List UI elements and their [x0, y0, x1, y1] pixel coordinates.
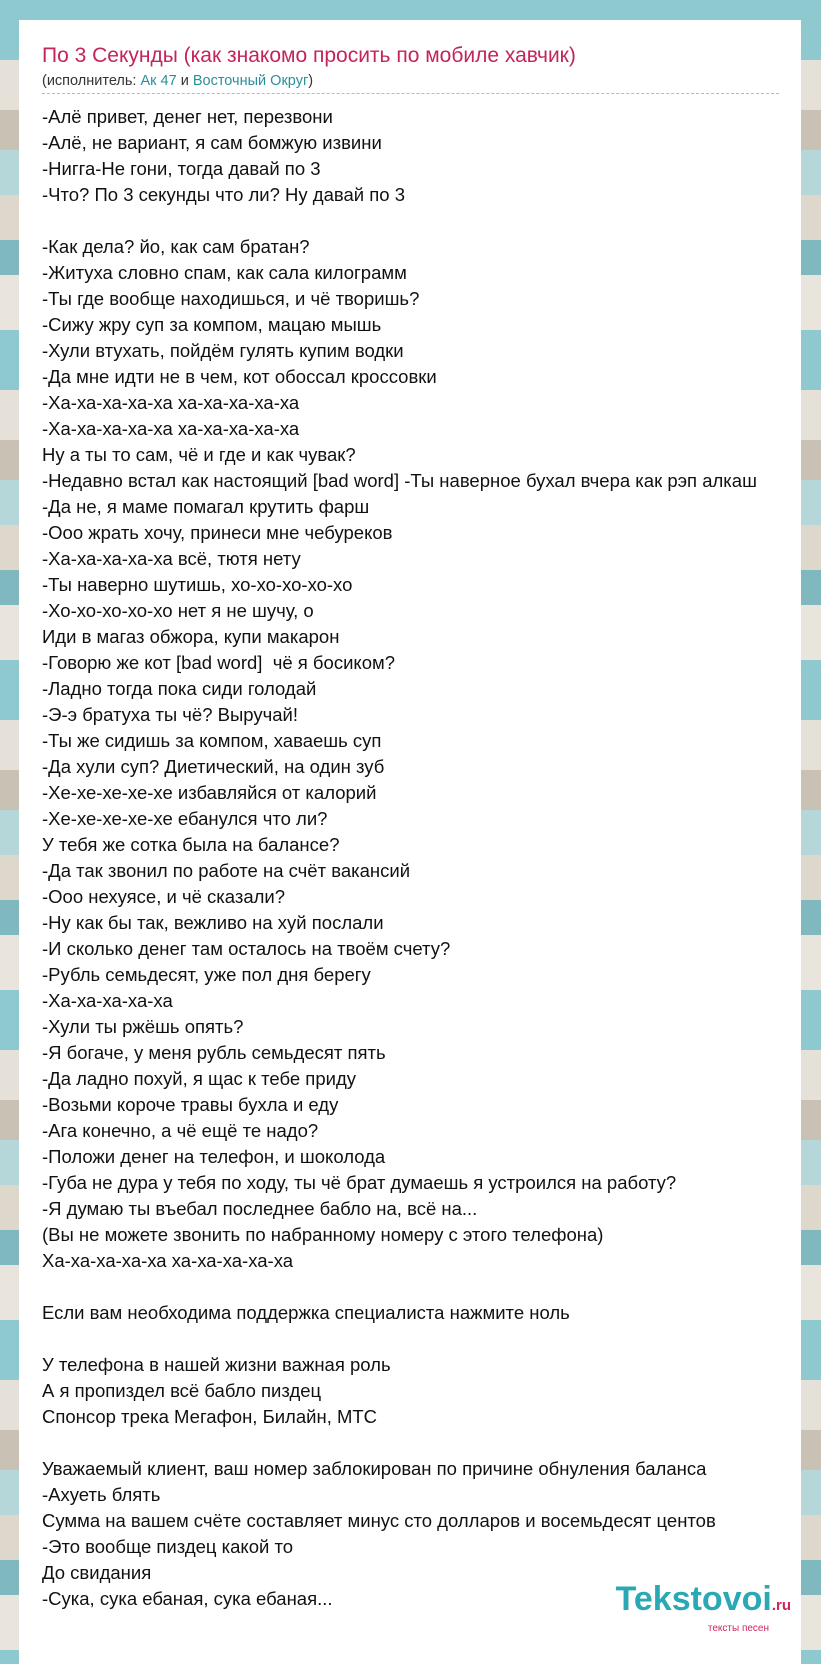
lyric-line: -И сколько денег там осталось на твоём счету? [42, 938, 451, 959]
header-divider [42, 93, 779, 94]
lyric-line [42, 1326, 801, 1352]
lyric-line: -Ахуеть блять [42, 1484, 161, 1505]
lyric-line: -Я богаче, у меня рубль семьдесят пять [42, 1042, 386, 1063]
lyric-line: -Да хули суп? Диетический, на один зуб [42, 756, 385, 777]
lyric-line: -Положи денег на телефон, и шоколода [42, 1146, 386, 1167]
lyric-line: -Хе-хе-хе-хе-хе избавляйся от калорий [42, 782, 377, 803]
lyric-line: -Житуха словно спам, как сала килограмм [42, 262, 407, 283]
lyric-line: -Алё, не вариант, я сам бомжую извини [42, 132, 382, 153]
lyrics-text [42, 104, 801, 1612]
lyric-line: -Ты же сидишь за компом, хаваешь суп [42, 730, 382, 751]
lyric-line: -Да так звонил по работе на счёт вакансий [42, 860, 411, 881]
lyric-line: (Вы не можете звонить по набранному номеру с этого телефона) [42, 1224, 604, 1245]
song-title: По 3 Секунды (как знакомо просить по мобиле хавчик) [42, 44, 576, 67]
lyric-line: -Как дела? йо, как сам братан? [42, 236, 310, 257]
lyric-line: -Да мне идти не в чем, кот обоссал кроссовки [42, 366, 437, 387]
lyric-line: -Возьми короче травы бухла и еду [42, 1094, 339, 1115]
lyric-line: -Да ладно похуй, я щас к тебе приду [42, 1068, 356, 1089]
lyric-line: У телефона в нашей жизни важная роль [42, 1354, 391, 1375]
lyric-line: -Это вообще пиздец какой то [42, 1536, 294, 1557]
lyric-line: -Губа не дура у тебя по ходу, ты чё брат думаешь я устроился на работу? [42, 1172, 677, 1193]
lyric-line: -Я думаю ты въебал последнее бабло на, всё на... [42, 1198, 478, 1219]
lyric-line: -Ооо нехуясе, и чё сказали? [42, 886, 286, 907]
lyric-line: -Сижу жру суп за компом, мацаю мышь [42, 314, 382, 335]
lyric-line: Спонсор трека Мегафон, Билайн, МТС [42, 1406, 378, 1427]
lyric-line: -Ты где вообще находишься, и чё творишь? [42, 288, 420, 309]
lyric-line: -Ха-ха-ха-ха-ха ха-ха-ха-ха-ха [42, 418, 300, 439]
lyric-line: -Ха-ха-ха-ха-ха всё, тютя нету [42, 548, 301, 569]
lyric-line: Уважаемый клиент, ваш номер заблокирован по причине обнуления баланса [42, 1458, 707, 1479]
lyric-line: -Хули ты ржёшь опять? [42, 1016, 244, 1037]
logo-tld: .ru [771, 1597, 791, 1614]
lyric-line: -Сука, сука ебаная, сука ебаная... [42, 1588, 333, 1609]
performer-conjunction: и [176, 73, 193, 89]
lyric-line: До свидания [42, 1562, 152, 1583]
lyric-line: -Ха-ха-ха-ха-ха [42, 990, 173, 1011]
lyric-line: -Хули втухать, пойдём гулять купим водки [42, 340, 404, 361]
performer-prefix: (исполнитель: [42, 73, 141, 89]
lyric-line: Ха-ха-ха-ха-ха ха-ха-ха-ха-ха [42, 1250, 294, 1271]
lyric-line: Если вам необходима поддержка специалиста нажмите ноль [42, 1302, 570, 1323]
performer-suffix: ) [308, 73, 314, 89]
lyric-line: -Алё привет, денег нет, перезвони [42, 106, 333, 127]
site-logo[interactable] [616, 1582, 791, 1634]
performer-line [42, 72, 801, 90]
lyric-line: -Ага конечно, а чё ещё те надо? [42, 1120, 319, 1141]
lyric-line: Ну а ты то сам, чё и где и как чувак? [42, 444, 356, 465]
lyric-line: -Э-э братуха ты чё? Выручай! [42, 704, 299, 725]
lyric-line: -Да не, я маме помагал крутить фарш [42, 496, 370, 517]
lyric-line: -Говорю же кот [bad word] чё я босиком? [42, 652, 395, 673]
lyric-line: -Ладно тогда пока сиди голодай [42, 678, 317, 699]
lyric-line [42, 208, 801, 234]
lyric-line: А я пропиздел всё бабло пиздец [42, 1380, 322, 1401]
lyric-line: -Что? По 3 секунды что ли? Ну давай по 3 [42, 184, 406, 205]
lyric-line: -Ну как бы так, вежливо на хуй послали [42, 912, 384, 933]
lyric-line [42, 1274, 801, 1300]
lyrics-page [19, 20, 801, 1664]
lyric-line: -Ха-ха-ха-ха-ха ха-ха-ха-ха-ха [42, 392, 300, 413]
lyric-line [42, 1430, 801, 1456]
lyric-line: У тебя же сотка была на балансе? [42, 834, 340, 855]
artist-link-ak47[interactable]: Ак 47 [140, 73, 177, 89]
lyric-line: -Ты наверно шутишь, хо-хо-хо-хо-хо [42, 574, 353, 595]
lyric-line: Иди в магаз обжора, купи макарон [42, 626, 340, 647]
lyric-line: -Хе-хе-хе-хе-хе ебанулся что ли? [42, 808, 328, 829]
lyric-line: -Нигга-Не гони, тогда давай по 3 [42, 158, 321, 179]
lyric-line: -Недавно встал как настоящий [bad word] -Ты наверное бухал вчера как рэп алкаш [42, 470, 757, 491]
logo-wordmark: Tekstovoi [615, 1580, 772, 1618]
logo-tagline: тексты песен [707, 1623, 769, 1634]
lyric-line: -Ооо жрать хочу, принеси мне чебуреков [42, 522, 393, 543]
lyric-line: -Рубль семьдесят, уже пол дня берегу [42, 964, 371, 985]
artist-link-vostochny-okrug[interactable]: Восточный Округ [192, 73, 309, 89]
lyric-line: -Хо-хо-хо-хо-хо нет я не шучу, о [42, 600, 314, 621]
lyric-line: Сумма на вашем счёте составляет минус сто долларов и восемьдесят центов [42, 1510, 716, 1531]
